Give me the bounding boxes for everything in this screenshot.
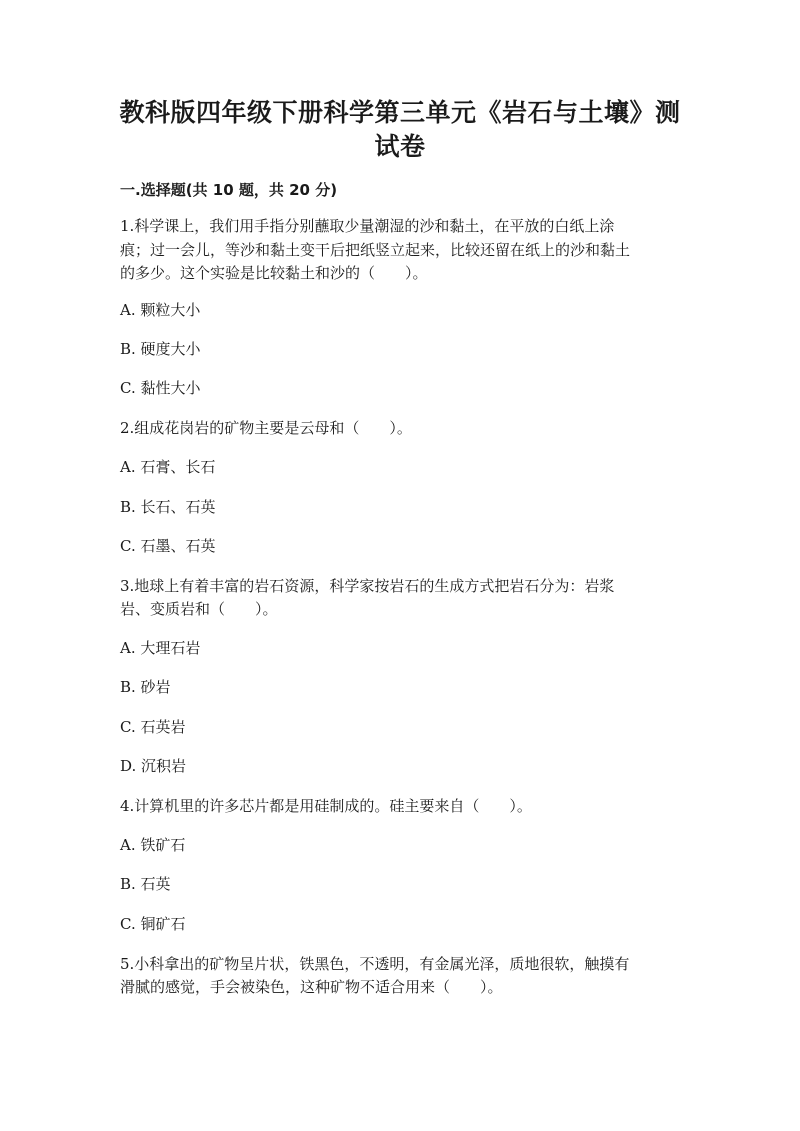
question-4-option-c: C. 铜矿石 [120,915,186,933]
question-3-option-a: A. 大理石岩 [120,639,201,657]
question-1-text-line: 痕；过一会儿，等沙和黏土变干后把纸竖立起来，比较还留在纸上的沙和黏土 [120,241,631,259]
question-5-text-line: 5.小科拿出的矿物呈片状，铁黑色，不透明，有金属光泽，质地很软，触摸有 [120,955,630,973]
page-title [100,96,700,164]
question-3-option-c: C. 石英岩 [120,718,186,736]
section-heading: 一.选择题(共 10 题，共 20 分) [120,181,338,199]
question-1-option-a: A. 颗粒大小 [120,301,201,319]
question-1-option-b: B. 硬度大小 [120,340,201,358]
title-line-1: 教科版四年级下册科学第三单元《岩石与土壤》测 [119,98,681,127]
question-2-option-c: C. 石墨、石英 [120,537,216,555]
question-2-option-a: A. 石膏、长石 [120,458,216,476]
question-1-text-line: 的多少。这个实验是比较黏土和沙的（ ）。 [120,264,428,282]
title-line-2: 试卷 [374,132,426,161]
question-4-text-line: 4.计算机里的许多芯片都是用硅制成的。硅主要来自（ ）。 [120,797,532,815]
question-1-text-line: 1.科学课上，我们用手指分别蘸取少量潮湿的沙和黏土，在平放的白纸上涂 [120,217,615,235]
question-4-option-a: A. 铁矿石 [120,836,186,854]
question-2-text-line: 2.组成花岗岩的矿物主要是云母和（ ）。 [120,419,412,437]
question-4-option-b: B. 石英 [120,875,171,893]
question-3-option-d: D. 沉积岩 [120,757,187,775]
question-1-option-c: C. 黏性大小 [120,379,201,397]
question-3-text-line: 3.地球上有着丰富的岩石资源，科学家按岩石的生成方式把岩石分为：岩浆 [120,577,615,595]
question-3-option-b: B. 砂岩 [120,678,171,696]
question-2-option-b: B. 长石、石英 [120,498,216,516]
question-3-text-line: 岩、变质岩和（ ）。 [120,600,278,618]
question-5-text-line: 滑腻的感觉，手会被染色，这种矿物不适合用来（ ）。 [120,978,503,996]
